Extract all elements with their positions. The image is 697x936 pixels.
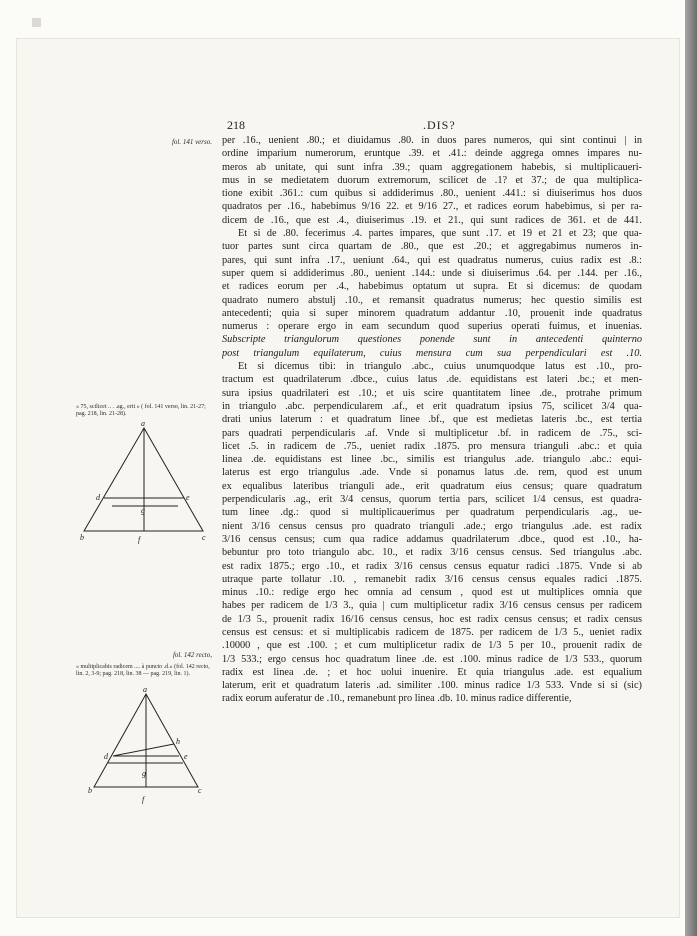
label-f: f (142, 795, 145, 804)
text-line: ordine imparium numerorum, eruntque .39. et .41.: deinde aggrega omnes impares nu- (222, 148, 642, 160)
text-line: per .16., uenient .80.; et diuidamus .80. in duos pares numeros, qui sint continui | in (222, 135, 642, 146)
text-line: tione exibit .361.: cum quibus si addiderimus .80., uenient .441.: si diuiserimus hos duos (222, 188, 642, 200)
text-line: Et si de .80. fecerimus .4. partes impares, que sunt .17. et 19 et 21 et 23; que qua- (238, 228, 642, 240)
label-g: g (142, 769, 146, 778)
text-line: mus in se medietatem duorum extremorum, scilicet de .1? et 37.; de qua multiplica- (222, 174, 642, 186)
text-line: dicem de .16., que est .4., diuiserimus .19. et 21., qui sunt radices de 361. et de 441. (222, 214, 642, 226)
text-line: meros ab unitate, qui sunt infra .39.; quam aggregationem habebis, si multiplicaueri- (222, 161, 642, 173)
text-line: super quem si addiderimus .80., uenient .144.: unde si diuiserimus .64. per .144. per .16., (222, 267, 642, 279)
line-dh (113, 744, 174, 756)
margin-note-folio-1: fol. 141 verso. (171, 138, 212, 146)
label-a: a (143, 686, 147, 694)
text-line: quadrato numero abstulj .10., et remansit quadratus numerus; hec questio similis est (222, 294, 642, 306)
label-c: c (198, 786, 202, 795)
text-line: sura ipsius quadrilateri est .10.; et uis scire quantitatem linee .de., protrahe primum (222, 387, 642, 399)
text-line: antecedenti; quia si super minorem quadratum addantur .10, prouenit inde quadratus (222, 307, 642, 319)
text-line: .10000 , que est .100. ; et cum multiplicetur radix de 1/3 5 per 10., prouenit radix de (222, 640, 642, 652)
text-line: utraque parte tollatur .10. , remanebit radix 3/16 census census equales radici .1875. (222, 573, 642, 585)
text-line: Et si dicemus tibi: in triangulo .abc., cuius unumquodque latus est .10., pro- (238, 361, 642, 373)
label-e: e (186, 493, 190, 502)
margin-note-reference-2: « multiplicabis radicem .... à puncto .d.» (fol. 142 recto, lin. 2, 3-9; pag. 218, lin. 38 — pag. 219, lin. 1). (76, 664, 210, 677)
text-line: et radices eorum per .4., habebimus optatum ut supra. Et si dicemus: de quodam (222, 281, 642, 293)
text-line: numerus : operare ergo in eam secundum quod superius operati fuimus, et inuenias. (222, 321, 642, 333)
text-line: nient 3/16 census census pro quadrato trianguli .ade.; ergo triangulus .ade. est radix (222, 520, 642, 532)
section-heading: post triangulum equilaterum, cuius mensura cum sua perpendiculari est .10. (222, 347, 642, 359)
text-line: ex equalibus lateribus trianguli ade., erit quadratum eius census; quare quadratum (222, 480, 642, 492)
main-text (222, 134, 642, 706)
label-d: d (96, 493, 100, 502)
text-line: pares, qui sunt infra .17., ueniunt .64., qui est quadratus numerus, cuius radix est .8.: (222, 254, 642, 266)
label-d: d (104, 752, 108, 761)
margin-note-folio-2: fol. 142 recto, (172, 651, 212, 659)
label-a: a (141, 419, 145, 428)
label-g: g (141, 506, 145, 515)
label-h: h (176, 737, 180, 746)
text-line: bebuntur pro toto triangulo abc. 10., et radix 3/16 census census. Sed triangulus .abc. (222, 547, 642, 559)
section-heading: Subscripte triangulorum questiones ponende sunt in antecedenti quinterno (222, 334, 642, 346)
text-line: minus .10.: redige ergo hec omnia ad censum , quod est ut multiplices omnia que (222, 587, 642, 599)
text-line: radix eorum auferatur de .10., remanebunt pro linea .db. 10. minus radice differentie, (222, 693, 572, 705)
text-line: tuor partes sunt circa quartam de .80., que est .20.; et aggregabimus numeros in- (222, 241, 642, 253)
text-line: est radix 1875.; ergo .10., et radix 3/16 census census equatur radici .1875. Vnde si ab (222, 560, 642, 572)
text-line: radix est linea .de. ; et hoc uolui inuenire. Et quia triangulus .ade. est equalium (222, 666, 642, 678)
text-line: quadratos per .16., habebimus 9/16 22. et 9/16 27., et radices eorum habebimus, si per ra- (222, 201, 642, 213)
running-title: .DIS? (423, 118, 456, 132)
text-line: habes per radicem de 1/3 3., quia | cum multiplicetur radix 3/16 census census per radicem (222, 600, 642, 612)
text-line: laterum, erit et quadratum lateris .ad. similiter .100. minus radice 1/3 533. Vnde si si (sic) (222, 680, 642, 692)
text-line: 3/16 census census; cum qua radice addamus quadrilaterum .dbce., quod est .10., ha- (222, 533, 642, 545)
page-number: 218 (227, 118, 245, 132)
text-line: drati unius laterum : et quadratum linee .bf., que est medietas lateris .bc., est tertia (222, 414, 642, 426)
text-line: perpendicularis .ag., erit 3/4 census, quorum tertia pars, scilicet 1/4 census, est quadra- (222, 494, 642, 506)
margin-note-reference-1: « 75, scilicet .. . .ag., erit » ( fol. 141 verso, lin. 21-27; pag. 218, lin. 21-28). (76, 404, 206, 417)
binding-edge (685, 0, 697, 936)
text-line: tum linee .dg.: quod si multiplicauerimus per quadratum perpendicularis .ag., ue- (222, 507, 642, 519)
text-line: linea .de. equidistans est linee .bc., similis est triangulus .ade. triangulo .abc.: equi- (222, 454, 642, 466)
text-line: 1/3 533.; ergo census hoc quadratum linee .de. est .100. minus radice de 1/3 533., quorum (222, 653, 642, 665)
label-f: f (138, 535, 141, 544)
text-line: tractum est quadrilaterum .dbce., cuius latus .de. equidistans est lateri .bc.; et men- (222, 374, 642, 386)
triangle-figure-2 (84, 686, 214, 806)
text-line: de 1/3 5., prouenit radix 16/16 census census, hoc est radix census census; et radix census (222, 613, 642, 625)
text-line: in triangulo .abc. perpendicularem .af., et erit quadratum ipsius 75, scilicet 3/4 qua- (222, 400, 642, 412)
label-b: b (80, 533, 84, 542)
label-c: c (202, 533, 206, 542)
label-b: b (88, 786, 92, 795)
text-line: laterus est ergo triangulus .ade. Vnde si ponamus latus .de. rem, quod est unum (222, 467, 642, 479)
text-line: pars quadrati perpendicularis .af. Vnde si multiplicetur .bf. in radicem de .75., sci- (222, 427, 642, 439)
color-patch (32, 18, 41, 27)
label-e: e (184, 752, 188, 761)
triangle-figure-1 (78, 418, 214, 546)
text-line: census est census: et si multiplicabis radicem de 1875. per radicem de 1/3 5., ueniet radix (222, 626, 642, 638)
text-line: licet .5. in radicem de .75., ueniet radix .1875. pro mensura trianguli .abc.: et quia (222, 440, 642, 452)
